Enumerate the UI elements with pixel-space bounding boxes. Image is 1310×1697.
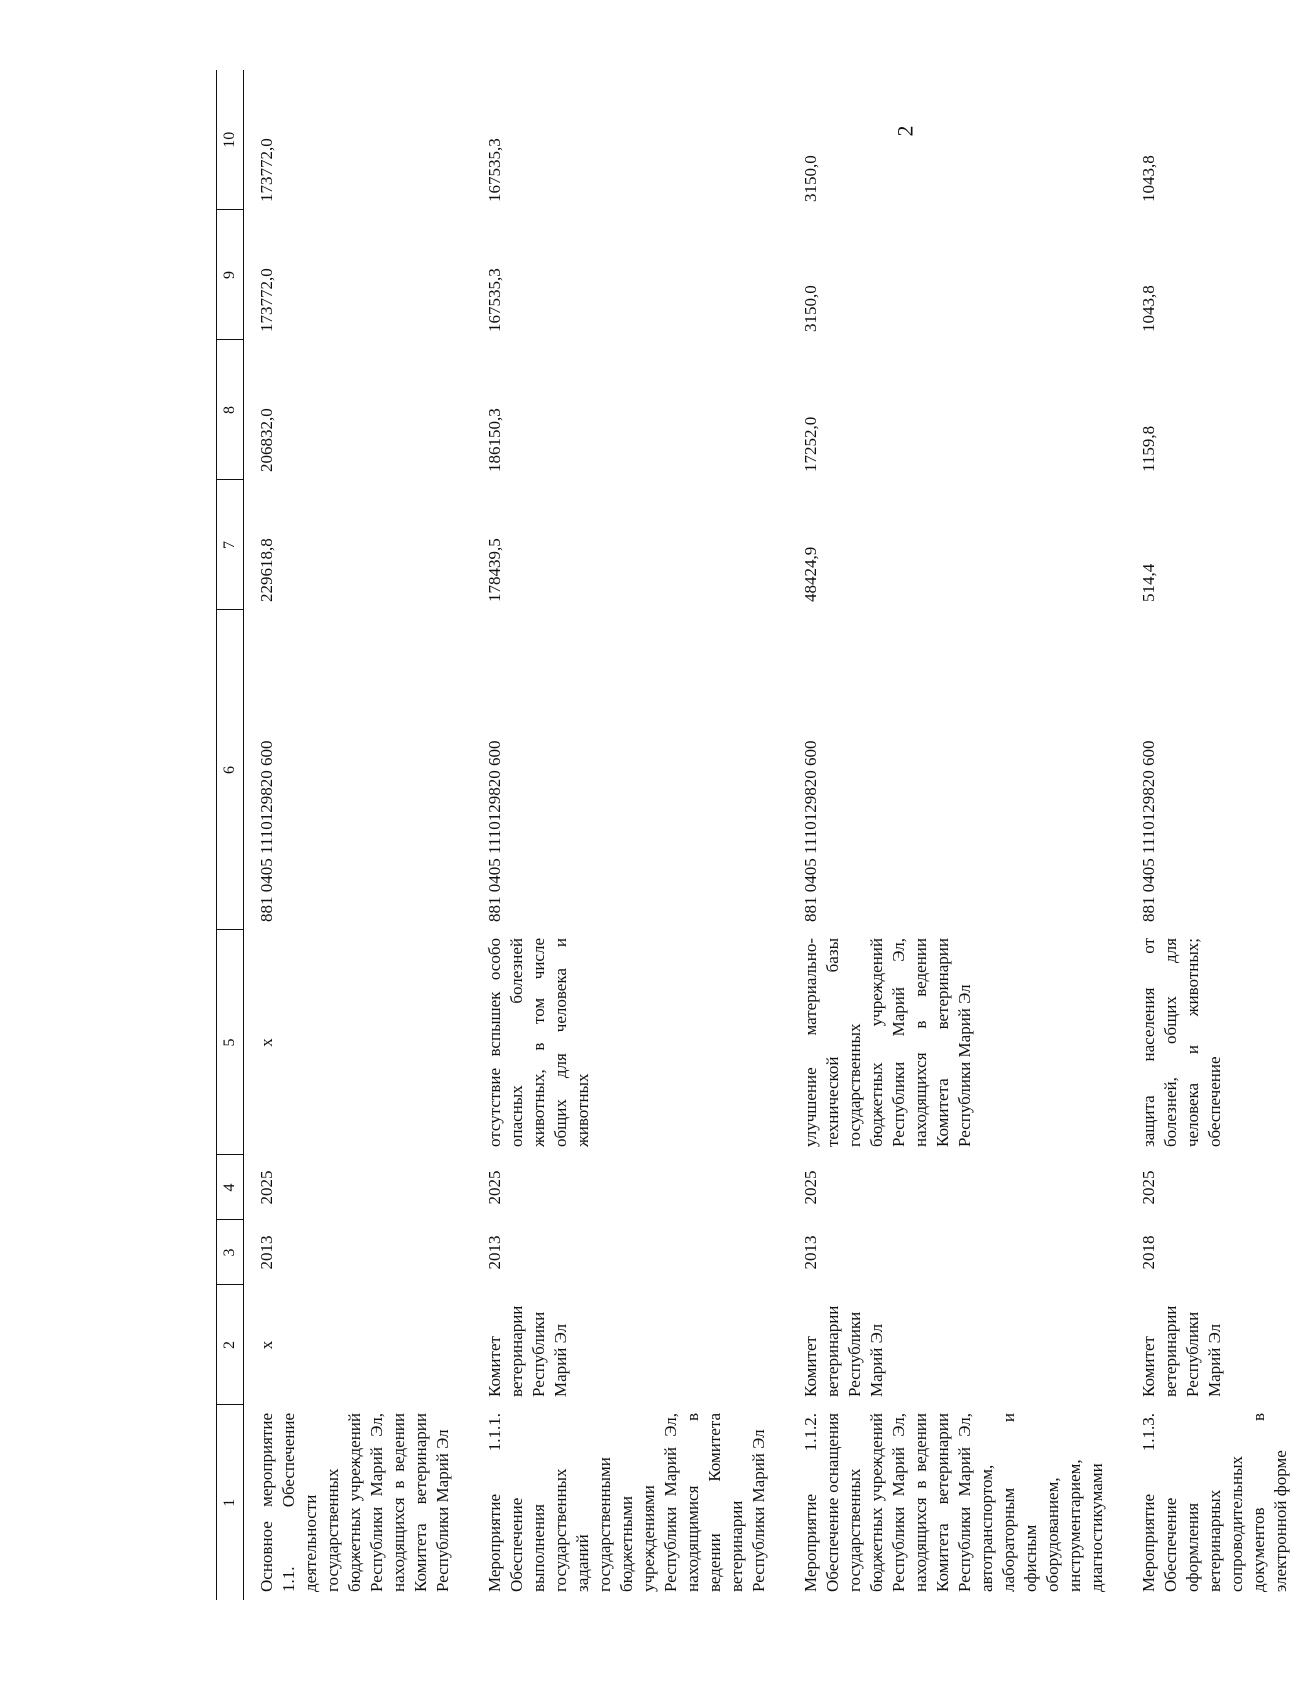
end-year: 2025	[485, 1170, 504, 1205]
activity-name: Основное мероприятие 1.1. Обеспечение деятельности государственных бюджетных учреждений Республики Марий Эл, находящихся в ведении Комитета ветеринарии Республики Марий Эл	[257, 1413, 452, 1592]
start-year: 2013	[485, 1235, 504, 1270]
column-header: 8	[217, 340, 244, 480]
executor: Комитет ветеринарии Республики Марий Эл	[1139, 1305, 1224, 1397]
expected-result: отсутствие вспышек особо опасных болезней животных, в том числе общих для человека и животных	[485, 938, 592, 1147]
value-col-7: 229618,8	[257, 538, 276, 602]
executor: Комитет ветеринарии Республики Марий Эл	[801, 1305, 886, 1397]
column-header: 9	[217, 210, 244, 340]
budget-code: 881 0405 1110129820 600	[801, 740, 820, 922]
expected-result: защита населения от болезней, общих для человека и животных; обеспечение	[1139, 938, 1224, 1147]
value-col-8: 17252,0	[801, 416, 820, 472]
column-header: 2	[217, 1285, 244, 1405]
budget-code: 881 0405 1110129820 600	[485, 740, 504, 922]
column-header: 6	[217, 610, 244, 930]
budget-code: 881 0405 1110129820 600	[257, 740, 276, 922]
activity-name: Мероприятие 1.1.1. Обеспечение выполнения государственных заданий государственными бюджетными учреждениями Республики Марий Эл, находящимися в ведении Комитета ветеринарии Республики Марий Эл	[485, 1413, 768, 1592]
value-col-8: 1159,8	[1139, 425, 1158, 472]
table-row	[472, 70, 788, 1600]
start-year: 2013	[257, 1235, 276, 1270]
end-year: 2025	[257, 1170, 276, 1205]
expected-result: х	[257, 1038, 276, 1047]
value-col-9: 173772,0	[257, 268, 276, 332]
table-row	[1126, 70, 1310, 1600]
column-header: 3	[217, 1220, 244, 1285]
value-col-10: 173772,0	[257, 138, 276, 202]
table-row	[788, 70, 1126, 1600]
start-year: 2018	[1139, 1235, 1158, 1270]
end-year: 2025	[801, 1170, 820, 1205]
expected-result: улучшение материально-технической базы государственных бюджетных учреждений Республики Марий Эл, находящихся в ведении Комитета ветеринарии Республики Марий Эл	[801, 938, 974, 1147]
column-header: 4	[217, 1155, 244, 1220]
column-header: 1	[217, 1405, 244, 1600]
column-number-header-row	[217, 70, 244, 1600]
value-col-7: 514,4	[1139, 563, 1158, 602]
value-col-8: 186150,3	[485, 408, 504, 472]
value-col-10: 3150,0	[801, 155, 820, 202]
executor: х	[257, 1340, 276, 1350]
start-year: 2013	[801, 1235, 820, 1270]
end-year: 2025	[1139, 1170, 1158, 1205]
column-header: 7	[217, 480, 244, 610]
activity-name: Мероприятие 1.1.2. Обеспечение оснащения государственных бюджетных учреждений Республики Марий Эл, находящихся в ведении Комитета ветеринарии Республики Марий Эл, автотранспортом, лабораторным и офисным оборудованием, инструментарием, диагностикумами	[801, 1413, 1106, 1592]
page-number: 2	[892, 125, 918, 137]
value-col-10: 167535,3	[485, 138, 504, 202]
value-col-7: 48424,9	[801, 546, 820, 602]
column-header: 5	[217, 930, 244, 1155]
executor: Комитет ветеринарии Республики Марий Эл	[485, 1305, 570, 1397]
value-col-8: 206832,0	[257, 408, 276, 472]
program-activities-table	[216, 70, 1310, 1600]
budget-code: 881 0405 1110129820 600	[1139, 740, 1158, 922]
value-col-10: 1043,8	[1139, 155, 1158, 202]
value-col-9: 3150,0	[801, 285, 820, 332]
column-header: 10	[217, 70, 244, 210]
rotated-table-sheet	[216, 70, 1290, 1600]
value-col-7: 178439,5	[485, 538, 504, 602]
table-row	[244, 70, 473, 1600]
value-col-9: 1043,8	[1139, 285, 1158, 332]
activity-name: Мероприятие 1.1.3. Обеспечение оформления ветеринарных сопроводительных документов в электронной форме	[1139, 1413, 1290, 1592]
value-col-9: 167535,3	[485, 268, 504, 332]
